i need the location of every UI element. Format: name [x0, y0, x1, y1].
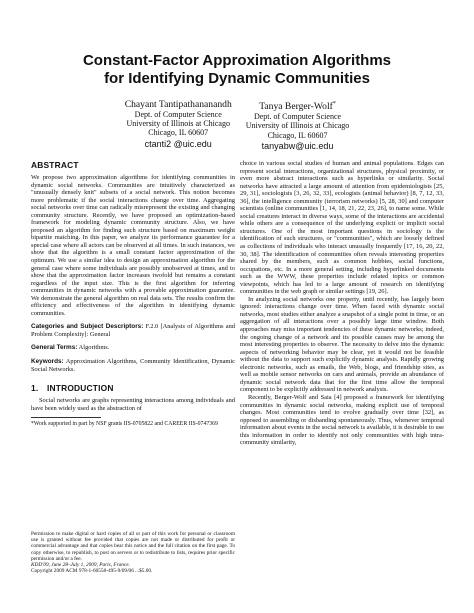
author-city: Chicago, IL 60607 [148, 128, 209, 138]
general-terms-text: Algorithms. [78, 344, 110, 352]
footnote-mark: * [332, 101, 336, 107]
author-dept: Dept. of Computer Science [134, 110, 222, 119]
body-paragraph-3: Recently, Berger-Wolf and Saia [4] proposed a framework for identifying communities in dynamic social networks, making explicit use of temporal changes. Most communities tend to evolve gradually over time [32], as opposed to assembling or disbanding spontaneously. Thus, whenever temporal information about events in the social network is available, it is desirable to use this information in order to identify not only communities with high intra-community similarity, [240, 393, 444, 447]
venue: KDD'09, June 28–July 1, 2009, Paris, France. [31, 562, 130, 569]
abstract-text: We propose two approximation algorithms for identifying communities in dynamic social networks. Communities are intuitively characterized as "unusually densely knit" subsets of a social network. This notion becomes more problematic if the social interactions change over time. Aggregating social networks over time can radically misrepresent the existing and changing community structure. Recently, we have proposed an optimization-based framework for modeling dynamic community structure. Also, we have proposed an algorithm for finding such structure based on maximum weight bipartite matching. In this paper, we analyze its performance guarantee for a special case where all actors can be observed at all times. In such instances, we show that the algorithm is a small constant factor approximation of the optimum. We use a similar idea to design an approximation algorithm for the general case where some individuals are possibly unobserved at times, and to show that the approximation factor increases twofold but remains a constant regardless of the input size. This is the first algorithm for inferring communities in dynamic networks with a provable approximation guarantee. We demonstrate the general algorithm on real data sets. The results confirm the efficiency and effectiveness of the algorithm in identifying dynamic communities. [31, 174, 235, 317]
author-dept: Dept. of Computer Science [253, 112, 342, 122]
author-1 [125, 99, 232, 152]
paper-title [0, 52, 474, 88]
keywords-text: Approximation Algorithms, Community Identification, Dynamic Social Networks. [31, 358, 235, 373]
author-university: University of Illinois at Chicago [126, 119, 230, 129]
right-column [240, 160, 444, 447]
section-title: INTRODUCTION [47, 383, 114, 394]
author-2 [246, 99, 350, 152]
general-terms [31, 344, 235, 352]
introduction-text: Social networks are graphs representing interactions among individuals and have been widely used as the abstraction of [31, 397, 235, 412]
keywords-label: Keywords: [31, 358, 64, 366]
title-line-1: Constant-Factor Approximation Algorithms [82, 52, 392, 69]
copyright: Copyright 2009 ACM 978-1-60558-495-9/09/06 ...$5.00. [31, 568, 153, 575]
categories [31, 323, 235, 338]
body-paragraph-2: In analyzing social networks one property, until recently, has largely been ignored: interactions change over time. When faced with dynamic social networks, most studies either analyze a snapshot of a single point in time, or an aggregation of all interactions over a possibly large time window. Both approaches may miss important tendencies of these dynamic networks; indeed, the ongoing change of a network and its possible causes may be among the most interesting properties to observe. The necessity to delve into the dynamic aspects of networking behavior may be clear, yet it would not be feasible without the data to support such explicitly dynamic analysis. Rapidly growing electronic networks, such as emails, the Web, blogs, and friendship sites, as well as mobile sensor networks on cars and animals, provide an abundance of dynamic social network data that for the first time allow the temporal component to be explicitly addressed in network analysis. [240, 295, 444, 394]
body-paragraph-1: choice in various social studies of human and animal populations. Edges can represent social interactions, organizational structures, physical proximity, or even more abstract interactions such as hyperlinks or similarity. Social networks have attracted a large amount of attention from epidemiologists [25, 29, 31], sociologists [3, 26, 32, 33], ecologists (animal behavior) [8, 7, 12, 33, 36], the intelligence community (terrorism networks) [5, 28, 30] and computer scientists (online communities [1, 14, 18, 21, 22, 23, 26], to name some. While social creatures interact in diverse ways, some of the interactions are accidental while others are a consequence of the underlying explicit or implicit social structures. One of the most important questions in sociology is the identification of such structures, or "communities", which are loosely defined as collections of individuals who interact unusually frequently [17, 16, 20, 22, 30, 38]. The identification of communities often reveals interesting properties shared by the members, such as common hobbies, social functions, occupations, etc. In a more general setting, including hyperlinked documents such as the WWW, these properties include related topics or common viewpoints, which has led to a large amount of research on identifying communities in the web graph or similar settings [19, 26]. [240, 160, 444, 296]
footnote: *Work supported in part by NSF grants IIS-0705822 and CAREER IIS-0747369 [31, 421, 218, 428]
left-column [31, 160, 235, 428]
categories-text: F.2.0 [Analysis of Algorithms and Problem Complexity]: General [31, 323, 236, 338]
author-email: tanyabw@uic.edu [261, 140, 334, 151]
author-name-text: Tanya Berger-Wolf [259, 101, 333, 113]
keywords [31, 358, 235, 373]
author-city: Chicago, IL 60607 [267, 130, 328, 140]
title-line-2: for Identifying Dynamic Communities [104, 70, 370, 87]
section-number: 1. [31, 383, 39, 394]
footnote-divider [31, 417, 101, 418]
categories-label: Categories and Subject Descriptors: [31, 323, 144, 331]
abstract-heading: ABSTRACT [31, 160, 79, 170]
permission-block [31, 531, 235, 574]
general-terms-label: General Terms: [31, 344, 78, 352]
author-email: ctanti2 @uic.edu [144, 138, 212, 149]
author-block [0, 99, 474, 152]
author-name: Chayant Tantipathananandh [124, 99, 232, 110]
author-name [246, 99, 350, 112]
author-university: University of Illinois at Chicago [245, 121, 350, 131]
permission-text: Permission to make digital or hard copies of all or part of this work for personal or classroom use is granted without fee provided that copies are not made or distributed for profit or commercial advantage and that copies bear this notice and the full citation on the first page. To copy otherwise, to republish, to post on servers or to redistribute to lists, requires prior specific permission and/or a fee. [31, 531, 235, 562]
introduction-heading [31, 383, 235, 393]
